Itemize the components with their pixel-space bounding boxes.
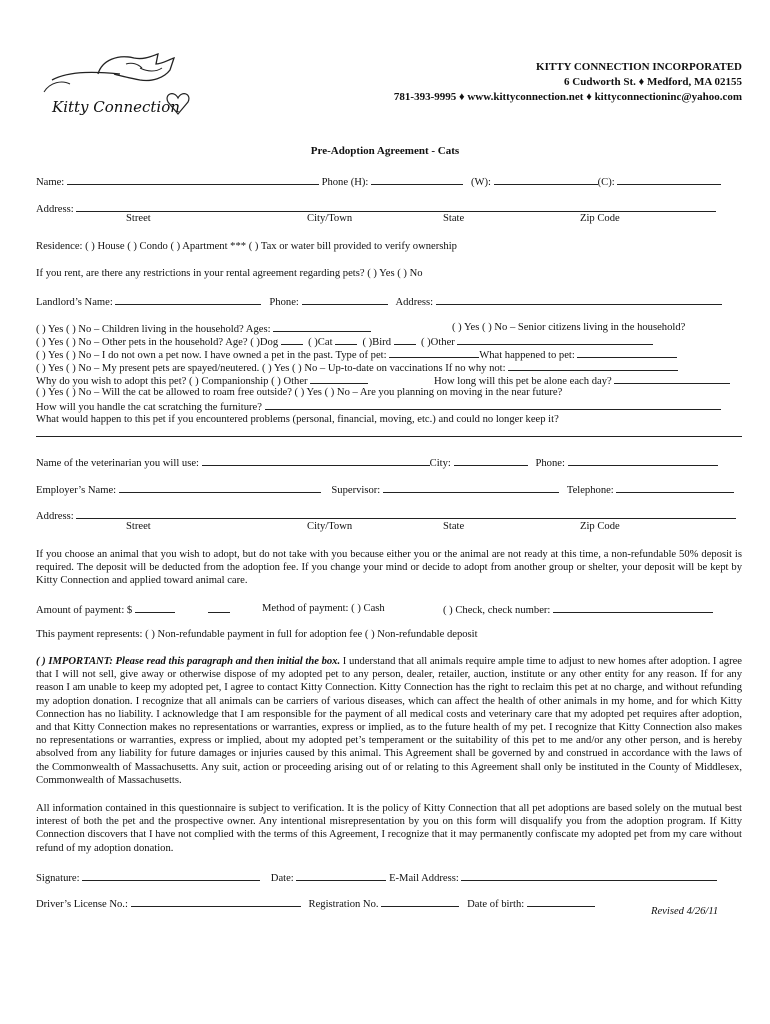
deposit-paragraph: If you choose an animal that you wish to adopt, but do not take with you because either you or the animal are not ready at this time, a non-refundable 50% deposit is required. The deposit will be deducted from the adoption fee. If you change your mind or decide to adopt from another group or shelter, your deposit will be kept by Kitty Connection and applied toward animal care. <box>36 549 742 587</box>
employer-label: Employer’s Name: <box>36 485 117 496</box>
org-address: 6 Cudworth St. ♦ Medford, MA 02155 <box>564 76 742 88</box>
scratch-question: How will you handle the cat scratching the furniture? <box>36 402 262 413</box>
landlord-address-label: Address: <box>395 297 434 308</box>
employer-street-caption: Street <box>126 521 151 532</box>
why-adopt-other-field[interactable] <box>310 373 368 384</box>
kitty-connection-logo <box>40 52 190 124</box>
name-label: Name: <box>36 177 65 188</box>
vet-phone-field[interactable] <box>568 455 718 466</box>
vet-city-field[interactable] <box>454 455 528 466</box>
email-field[interactable] <box>461 870 717 881</box>
payment-represents-row[interactable]: This payment represents: ( ) Non-refundable payment in full for adoption fee ( ) Non-refundable deposit <box>36 629 478 640</box>
roam-row[interactable]: ( ) Yes ( ) No – Will the cat be allowed to roam free outside? ( ) Yes ( ) No – Are you planning on moving in the near future? <box>36 387 563 398</box>
amount-cents-field[interactable] <box>208 602 230 613</box>
street-caption: Street <box>126 213 151 224</box>
telephone-field[interactable] <box>616 482 734 493</box>
important-paragraph <box>36 655 742 787</box>
dob-label: Date of birth: <box>467 899 525 910</box>
employer-address-label: Address: <box>36 511 74 522</box>
vaccination-reason-field[interactable] <box>508 360 678 371</box>
city-caption: City/Town <box>307 213 353 224</box>
other-pets-question[interactable]: ( ) Yes ( ) No – Other pets in the household? Age? ( )Dog <box>36 337 279 348</box>
check-option[interactable]: ( ) Check, check number: <box>443 605 551 616</box>
children-ages-field[interactable] <box>273 321 371 332</box>
landlord-name-field[interactable] <box>115 294 261 305</box>
cat-count-field[interactable] <box>335 334 357 345</box>
phone-home-label: Phone (H): <box>321 177 369 188</box>
payment-method[interactable]: Method of payment: ( ) Cash <box>262 603 385 614</box>
signature-field[interactable] <box>82 870 260 881</box>
what-happened-field[interactable] <box>577 347 677 358</box>
phone-cell-field[interactable] <box>617 174 721 185</box>
vet-label: Name of the veterinarian you will use: <box>36 458 199 469</box>
check-number-field[interactable] <box>553 602 713 613</box>
verification-paragraph: All information contained in this questionnaire is subject to verification. It is the policy of Kitty Connection that all pet adoptions are based solely on the mutual best interest of both the pet and the prospective owner. Any intentional misrepresentation by you on this form will disqualify you from the adoption program. If Kitty Connection discovers that I have not complied with the terms of this Agreement, I recognize that it may permanently confiscate my adopted pet from my care without refund of my adoption donation. <box>36 803 742 854</box>
registration-field[interactable] <box>381 896 459 907</box>
what-happened-label: What happened to pet: <box>479 350 575 361</box>
alone-field[interactable] <box>614 373 730 384</box>
address-field[interactable] <box>76 201 716 212</box>
zip-caption: Zip Code <box>580 213 620 224</box>
logo-wordmark: Kitty Connection <box>52 98 180 116</box>
dog-count-field[interactable] <box>281 334 303 345</box>
bird-count-field[interactable] <box>394 334 416 345</box>
other-pets-field[interactable] <box>457 334 653 345</box>
past-pet-type-field[interactable] <box>389 347 479 358</box>
payment-row <box>36 602 742 617</box>
vet-phone-label: Phone: <box>535 458 565 469</box>
name-row <box>36 174 742 189</box>
landlord-phone-field[interactable] <box>302 294 388 305</box>
problems-question: What would happen to this pet if you encountered problems (personal, financial, moving, etc.) and could no longer keep it? <box>36 414 559 425</box>
landlord-name-label: Landlord’s Name: <box>36 297 113 308</box>
form-title: Pre-Adoption Agreement - Cats <box>310 145 460 157</box>
employer-city-caption: City/Town <box>307 521 353 532</box>
vet-row <box>36 455 742 470</box>
residence-row[interactable]: Residence: ( ) House ( ) Condo ( ) Apartment *** ( ) Tax or water bill provided to verify ownership <box>36 241 457 252</box>
revision-date: Revised 4/26/11 <box>651 906 719 917</box>
important-body: I understand that all animals require ample time to adjust to new homes after adoption. I agree that I will not sell, give away or otherwise dispose of my adopted pet to any person, dealer, retailer, auction, institute or any other entity for any reason. If for any reason I am unable to keep my adopted pet, I agree to contact Kitty Connection. Kitty Connection has the right to reclaim this pet at no charge, and without refunding my adoption donation. I recognize that all animals can be carriers of various diseases, which can affect the health of other animals in my home, and for which Kitty Connection has no liability. I acknowledge that I am responsible for the payment of all medical costs and veterinary care that my adopted pet requires after adoption, and that Kitty Connection makes no representations or warranties, express or implied, as to the future health of my pet. I recognize that Kitty Connection also makes no representations or warranties, express or implied, about my adopted pet’s temperament or the suitability of this pet to me and/or any other person, and is hereby absolved from any liability for future damages or injuries caused by this animal. This Agreement shall be governed by and construed in accordance with the laws of the Commonwealth of Massachusetts. Any suit, action or proceeding arising out of or relating to this Agreement shall only be instituted in the County of Middlesex, Commonwealth of Massachusetts. <box>36 656 742 786</box>
amount-label: Amount of payment: $ <box>36 605 133 616</box>
license-label: Driver’s License No.: <box>36 899 128 910</box>
rent-restriction-row[interactable]: If you rent, are there any restrictions in your rental agreement regarding pets? ( ) Yes ( ) No <box>36 268 423 279</box>
amount-field[interactable] <box>135 602 175 613</box>
vet-city-label: City: <box>429 458 451 469</box>
phone-work-field[interactable] <box>494 174 598 185</box>
alone-question: How long will this pet be alone each day? <box>434 376 612 387</box>
children-question[interactable]: ( ) Yes ( ) No – Children living in the household? Ages: <box>36 324 271 335</box>
employer-address-field[interactable] <box>76 508 736 519</box>
supervisor-field[interactable] <box>383 482 559 493</box>
scratch-row <box>36 399 742 414</box>
problems-field[interactable] <box>36 436 742 437</box>
seniors-question[interactable]: ( ) Yes ( ) No – Senior citizens living in the household? <box>452 322 686 333</box>
scratch-field[interactable] <box>265 399 721 410</box>
telephone-label: Telephone: <box>566 485 614 496</box>
spayed-question[interactable]: ( ) Yes ( ) No – My present pets are spayed/neutered. ( ) Yes ( ) No – Up-to-date on vaccinations If no why not: <box>36 363 506 374</box>
employer-row <box>36 482 742 497</box>
address-label: Address: <box>36 204 74 215</box>
landlord-address-field[interactable] <box>436 294 722 305</box>
dob-field[interactable] <box>527 896 595 907</box>
other-option[interactable]: ( )Other <box>420 337 455 348</box>
why-adopt-question[interactable]: Why do you wish to adopt this pet? ( ) Companionship ( ) Other <box>36 376 308 387</box>
org-name: KITTY CONNECTION INCORPORATED <box>536 61 742 73</box>
date-field[interactable] <box>296 870 386 881</box>
employer-state-caption: State <box>443 521 465 532</box>
registration-label: Registration No. <box>308 899 379 910</box>
email-label: E-Mail Address: <box>389 873 459 884</box>
important-heading[interactable]: ( ) IMPORTANT: Please read this paragraph and then initial the box. <box>36 656 341 667</box>
past-pet-question[interactable]: ( ) Yes ( ) No – I do not own a pet now. I have owned a pet in the past. Type of pet: <box>36 350 387 361</box>
landlord-phone-label: Phone: <box>269 297 299 308</box>
name-field[interactable] <box>67 174 319 185</box>
vet-name-field[interactable] <box>202 455 430 466</box>
license-field[interactable] <box>131 896 301 907</box>
signature-label: Signature: <box>36 873 80 884</box>
org-contact: 781-393-9995 ♦ www.kittyconnection.net ♦ kittyconnectioninc@yahoo.com <box>393 91 742 103</box>
date-label: Date: <box>270 873 294 884</box>
cat-option[interactable]: ( )Cat <box>308 337 333 348</box>
phone-work-label: (W): <box>470 177 491 188</box>
license-row <box>36 896 742 911</box>
employer-zip-caption: Zip Code <box>580 521 620 532</box>
signature-row <box>36 870 742 885</box>
bird-option[interactable]: ( )Bird <box>362 337 392 348</box>
phone-cell-label: (C): <box>597 177 615 188</box>
supervisor-label: Supervisor: <box>331 485 381 496</box>
landlord-row <box>36 294 742 309</box>
employer-field[interactable] <box>119 482 321 493</box>
state-caption: State <box>443 213 465 224</box>
phone-home-field[interactable] <box>371 174 463 185</box>
